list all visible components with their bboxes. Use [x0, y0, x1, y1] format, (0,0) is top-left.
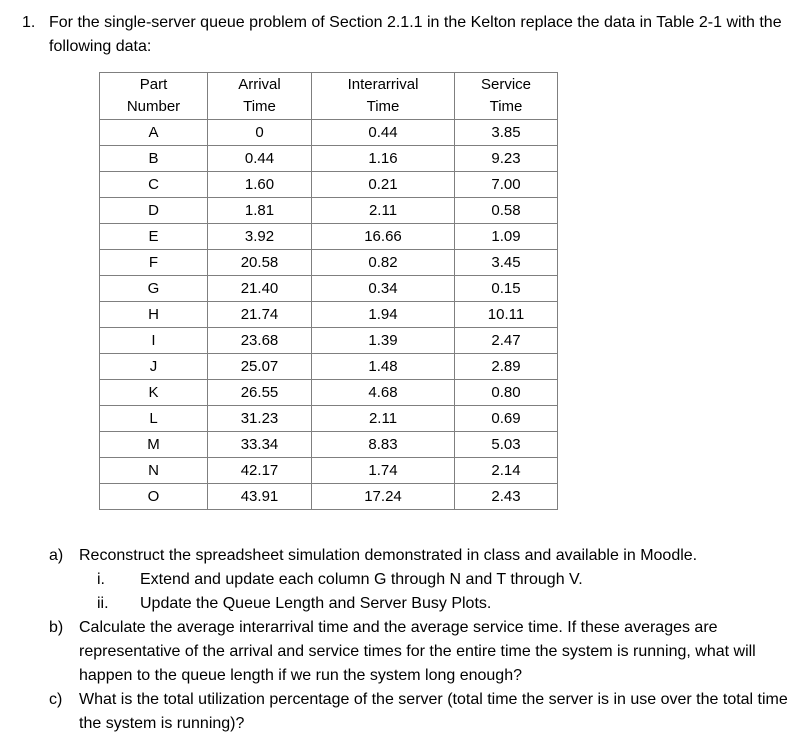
table-row: [100, 250, 558, 276]
question-parts: [49, 544, 794, 736]
service-cell: 0.15: [455, 276, 558, 302]
table-row: [100, 406, 558, 432]
arrival-cell: 0.44: [208, 146, 312, 172]
arrival-cell: 25.07: [208, 354, 312, 380]
part-a: [49, 544, 794, 568]
table-row: [100, 172, 558, 198]
part-cell: A: [100, 120, 208, 146]
table-header-row: [100, 73, 558, 120]
table-row: [100, 458, 558, 484]
header-line: Arrival: [238, 76, 281, 93]
part-letter: b): [49, 619, 64, 636]
subitem: [49, 568, 794, 592]
table-row: [100, 146, 558, 172]
part-text: Calculate the average interarrival time and the average service time. If these averages are representative of the arrival and service times for the entire time the system is running, what will happen to the queue length if we run the system long enough?: [79, 619, 756, 684]
service-cell: 7.00: [455, 172, 558, 198]
service-cell: 3.45: [455, 250, 558, 276]
table-row: [100, 354, 558, 380]
part-cell: B: [100, 146, 208, 172]
arrival-cell: 1.81: [208, 198, 312, 224]
header-interarrival-time: [312, 73, 455, 120]
part-cell: F: [100, 250, 208, 276]
interarrival-cell: 1.74: [312, 458, 455, 484]
arrival-cell: 3.92: [208, 224, 312, 250]
arrival-cell: 1.60: [208, 172, 312, 198]
arrival-cell: 0: [208, 120, 312, 146]
subitem: [49, 592, 794, 616]
service-cell: 9.23: [455, 146, 558, 172]
part-cell: D: [100, 198, 208, 224]
table-row: [100, 484, 558, 510]
header-line: Time: [243, 98, 276, 115]
service-cell: 5.03: [455, 432, 558, 458]
header-part-number: [100, 73, 208, 120]
part-text: What is the total utilization percentage of the server (total time the server is in use over the total time the system is running)?: [79, 691, 788, 732]
interarrival-cell: 4.68: [312, 380, 455, 406]
part-cell: N: [100, 458, 208, 484]
header-line: Interarrival: [347, 76, 419, 93]
arrival-cell: 43.91: [208, 484, 312, 510]
header-line: Part: [139, 76, 168, 93]
arrival-cell: 31.23: [208, 406, 312, 432]
header-arrival-time: [208, 73, 312, 120]
part-letter: c): [49, 691, 63, 708]
part-cell: G: [100, 276, 208, 302]
service-cell: 0.80: [455, 380, 558, 406]
interarrival-cell: 2.11: [312, 406, 455, 432]
arrival-cell: 33.34: [208, 432, 312, 458]
service-cell: 0.58: [455, 198, 558, 224]
service-cell: 10.11: [455, 302, 558, 328]
service-cell: 0.69: [455, 406, 558, 432]
arrival-cell: 21.74: [208, 302, 312, 328]
table-row: [100, 302, 558, 328]
part-cell: E: [100, 224, 208, 250]
arrival-cell: 21.40: [208, 276, 312, 302]
table-row: [100, 432, 558, 458]
part-cell: O: [100, 484, 208, 510]
subitem-number: i.: [97, 571, 105, 588]
service-cell: 2.47: [455, 328, 558, 354]
service-cell: 2.43: [455, 484, 558, 510]
table-row: [100, 224, 558, 250]
part-cell: H: [100, 302, 208, 328]
interarrival-cell: 0.82: [312, 250, 455, 276]
data-table: [99, 72, 558, 510]
interarrival-cell: 1.39: [312, 328, 455, 354]
table-row: [100, 380, 558, 406]
interarrival-cell: 0.34: [312, 276, 455, 302]
part-cell: J: [100, 354, 208, 380]
subitem-number: ii.: [97, 595, 109, 612]
subitem-text: Update the Queue Length and Server Busy Plots.: [140, 595, 492, 612]
interarrival-cell: 1.48: [312, 354, 455, 380]
interarrival-cell: 8.83: [312, 432, 455, 458]
interarrival-cell: 0.44: [312, 120, 455, 146]
part-cell: M: [100, 432, 208, 458]
arrival-cell: 42.17: [208, 458, 312, 484]
part-cell: K: [100, 380, 208, 406]
arrival-cell: 26.55: [208, 380, 312, 406]
header-service-time: [455, 73, 558, 120]
interarrival-cell: 16.66: [312, 224, 455, 250]
interarrival-cell: 1.16: [312, 146, 455, 172]
part-cell: C: [100, 172, 208, 198]
part-letter: a): [49, 547, 64, 564]
arrival-cell: 20.58: [208, 250, 312, 276]
service-cell: 2.14: [455, 458, 558, 484]
arrival-cell: 23.68: [208, 328, 312, 354]
subitem-text: Extend and update each column G through N and T through V.: [140, 571, 583, 588]
table-row: [100, 198, 558, 224]
part-c: [49, 688, 794, 736]
part-cell: I: [100, 328, 208, 354]
part-b: [49, 616, 794, 688]
table-row: [100, 120, 558, 146]
interarrival-cell: 17.24: [312, 484, 455, 510]
header-line: Service: [480, 76, 532, 93]
question-number: 1.: [22, 14, 36, 31]
header-line: Time: [489, 98, 523, 115]
table-body: [100, 120, 558, 510]
interarrival-cell: 0.21: [312, 172, 455, 198]
part-text: Reconstruct the spreadsheet simulation demonstrated in class and available in Moodle.: [79, 547, 698, 564]
service-cell: 1.09: [455, 224, 558, 250]
header-line: Time: [366, 98, 400, 115]
interarrival-cell: 2.11: [312, 198, 455, 224]
table-row: [100, 276, 558, 302]
header-line: Number: [126, 98, 181, 115]
service-cell: 3.85: [455, 120, 558, 146]
table-row: [100, 328, 558, 354]
question-intro: For the single-server queue problem of Section 2.1.1 in the Kelton replace the data in Table 2-1 with the following data:: [49, 14, 782, 55]
service-cell: 2.89: [455, 354, 558, 380]
part-cell: L: [100, 406, 208, 432]
interarrival-cell: 1.94: [312, 302, 455, 328]
